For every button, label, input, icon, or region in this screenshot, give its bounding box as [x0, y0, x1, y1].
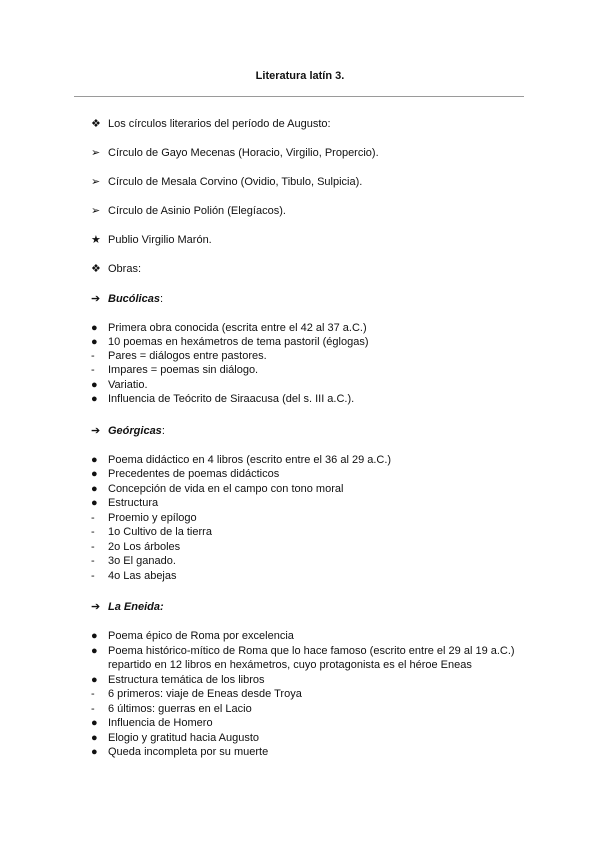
- georgicas-item: 4o Las abejas: [108, 570, 177, 582]
- round-bullet-icon: ●: [91, 630, 98, 642]
- works-heading: Obras:: [108, 263, 142, 275]
- round-bullet-icon: ●: [91, 454, 98, 466]
- round-bullet-icon: ●: [91, 732, 98, 744]
- arrow-right-icon: ➔: [91, 425, 101, 437]
- georgicas-item: 1o Cultivo de la tierra: [108, 526, 212, 538]
- arrowhead-bullet-icon: ➢: [91, 205, 101, 217]
- georgicas-item: Proemio y epílogo: [108, 512, 197, 524]
- diamond-bullet-icon: ❖: [91, 263, 101, 275]
- georgicas-item: Poema didáctico en 4 libros (escrito entre el 36 al 29 a.C.): [108, 454, 392, 466]
- dash-bullet: -: [91, 703, 95, 715]
- circles-heading: Los círculos literarios del período de Augusto:: [108, 118, 331, 130]
- circle-item: Círculo de Gayo Mecenas (Horacio, Virgilio, Propercio).: [108, 147, 379, 159]
- round-bullet-icon: ●: [91, 746, 98, 758]
- eneida-item: 6 últimos: guerras en el Lacio: [108, 703, 252, 715]
- dash-bullet: -: [91, 512, 95, 524]
- bucolicas-item: 10 poemas en hexámetros de tema pastoril (églogas): [108, 336, 369, 348]
- georgicas-item: Precedentes de poemas didácticos: [108, 468, 280, 480]
- eneida-item: Poema histórico-mítico de Roma que lo hace famoso (escrito entre el 29 al 19 a.C.): [108, 645, 515, 657]
- dash-bullet: -: [91, 570, 95, 582]
- round-bullet-icon: ●: [91, 645, 98, 657]
- eneida-item: Queda incompleta por su muerte: [108, 746, 269, 758]
- eneida-item: Estructura temática de los libros: [108, 674, 265, 686]
- bucolicas-title: Bucólicas: [108, 293, 160, 305]
- arrow-right-icon: ➔: [91, 601, 101, 613]
- round-bullet-icon: ●: [91, 468, 98, 480]
- diamond-bullet-icon: ❖: [91, 118, 101, 130]
- georgicas-item: Concepción de vida en el campo con tono moral: [108, 483, 344, 495]
- star-bullet-icon: ★: [91, 234, 101, 246]
- round-bullet-icon: ●: [91, 393, 98, 405]
- bucolicas-item: Primera obra conocida (escrita entre el 42 al 37 a.C.): [108, 322, 367, 334]
- dash-bullet: -: [91, 350, 95, 362]
- bucolicas-item: Variatio.: [108, 379, 148, 391]
- dash-bullet: -: [91, 555, 95, 567]
- round-bullet-icon: ●: [91, 322, 98, 334]
- arrowhead-bullet-icon: ➢: [91, 176, 101, 188]
- round-bullet-icon: ●: [91, 379, 98, 391]
- eneida-item-continuation: repartido en 12 libros en hexámetros, cuyo protagonista es el héroe Eneas: [108, 659, 472, 671]
- bucolicas-item: Pares = diálogos entre pastores.: [108, 350, 267, 362]
- bucolicas-item: Impares = poemas sin diálogo.: [108, 364, 259, 376]
- document-title: Literatura latín 3.: [255, 70, 345, 82]
- heading-colon: :: [161, 425, 165, 437]
- arrow-right-icon: ➔: [91, 293, 101, 305]
- georgicas-item: Estructura: [108, 497, 159, 509]
- circle-item: Círculo de Asinio Polión (Elegíacos).: [108, 205, 286, 217]
- eneida-item: 6 primeros: viaje de Eneas desde Troya: [108, 688, 302, 700]
- circle-item: Círculo de Mesala Corvino (Ovidio, Tibulo, Sulpicia).: [108, 176, 363, 188]
- round-bullet-icon: ●: [91, 483, 98, 495]
- round-bullet-icon: ●: [91, 717, 98, 729]
- georgicas-item: 3o El ganado.: [108, 555, 176, 567]
- heading-colon: :: [159, 293, 164, 305]
- georgicas-item: 2o Los árboles: [108, 541, 181, 553]
- dash-bullet: -: [91, 541, 95, 553]
- arrowhead-bullet-icon: ➢: [91, 147, 101, 159]
- dash-bullet: -: [91, 526, 95, 538]
- bucolicas-item: Influencia de Teócrito de Siraacusa (del s. III a.C.).: [108, 393, 355, 405]
- round-bullet-icon: ●: [91, 497, 98, 509]
- author-name: Publio Virgilio Marón.: [108, 234, 212, 246]
- eneida-item: Elogio y gratitud hacia Augusto: [108, 732, 260, 744]
- dash-bullet: -: [91, 688, 95, 700]
- eneida-item: Influencia de Homero: [108, 717, 213, 729]
- georgicas-title: Geórgicas: [108, 425, 162, 437]
- eneida-item: Poema épico de Roma por excelencia: [108, 630, 294, 642]
- round-bullet-icon: ●: [91, 674, 98, 686]
- eneida-title: La Eneida:: [108, 601, 164, 613]
- title-divider: [74, 96, 524, 97]
- dash-bullet: -: [91, 364, 95, 376]
- round-bullet-icon: ●: [91, 336, 98, 348]
